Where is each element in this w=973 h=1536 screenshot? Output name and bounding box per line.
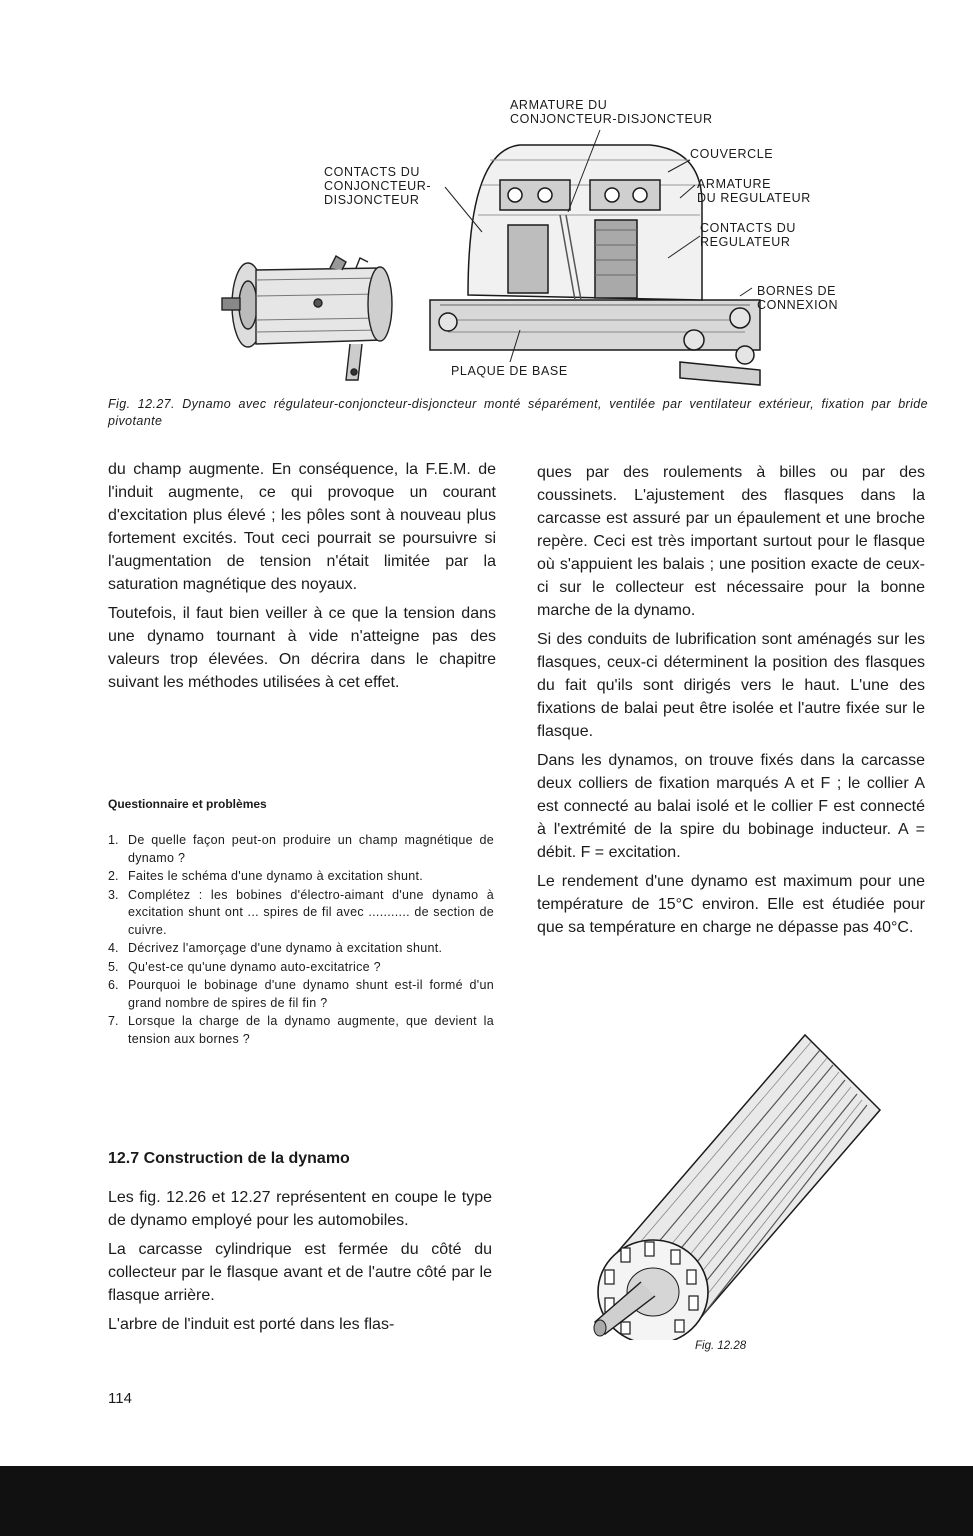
paragraph: Si des conduits de lubrification sont aménagés sur les flasques, ceux-ci déterminent la position des flasques du fait qu'ils sont dirigés vers le haut. L'une des fixations de balai peut être isolée et l'autre fixée sur le flasque. bbox=[537, 631, 925, 740]
item-number: 6. bbox=[108, 978, 119, 992]
label-contacts-regulateur: CONTACTS DU REGULATEUR bbox=[700, 221, 796, 249]
list-item bbox=[108, 887, 494, 940]
item-text: Pourquoi le bobinage d'une dynamo shunt est-il formé d'un grand nombre de spires de fil fin ? bbox=[128, 978, 494, 1010]
figure-caption-12-28: Fig. 12.28 bbox=[695, 1340, 747, 1352]
dynamo-drawing bbox=[222, 256, 392, 380]
list-item bbox=[108, 940, 494, 958]
section-title: 12.7 Construction de la dynamo bbox=[108, 1150, 350, 1167]
figure-caption-12-27: Fig. 12.27. Dynamo avec régulateur-conjoncteur-disjoncteur monté séparément, ventilée par ventilateur extérieur, fixation par bride pivotante bbox=[108, 397, 928, 428]
item-text: Qu'est-ce qu'une dynamo auto-excitatrice ? bbox=[128, 959, 381, 974]
item-number: 5. bbox=[108, 959, 119, 974]
item-number: 1. bbox=[108, 833, 119, 847]
paragraph: du champ augmente. En conséquence, la F.E.M. de l'induit augmente, ce qui provoque un courant d'excitation plus élevé ; les pôles sont à nouveau plus fortement excités. Tout ceci pourrait se poursuivre si l'augmentation de tension n'était limitée par la saturation magnétique des noyaux. bbox=[108, 461, 496, 593]
paragraph: ques par des roulements à billes ou par des coussinets. L'ajustement des flasques dans la carcasse est assuré par un épaulement et une broche repère. Ceci est très important surtout pour le flasque où s'appuient les balais ; une position exacte de ceux-ci sur le collecteur est nécessaire pour la bonne marche de la dynamo. bbox=[537, 464, 925, 619]
label-bornes-connexion: BORNES DE CONNEXION bbox=[757, 284, 839, 312]
armature-illustration bbox=[575, 1020, 895, 1340]
item-text: Faites le schéma d'une dynamo à excitation shunt. bbox=[128, 869, 424, 883]
questionnaire-heading: Questionnaire et problèmes bbox=[108, 797, 267, 811]
item-text: Lorsque la charge de la dynamo augmente, que devient la tension aux bornes ? bbox=[128, 1014, 494, 1046]
label-contacts-conjoncteur: CONTACTS DU CONJONCTEUR- DISJONCTEUR bbox=[324, 165, 432, 207]
item-number: 2. bbox=[108, 869, 119, 883]
item-number: 7. bbox=[108, 1014, 119, 1028]
list-item bbox=[108, 959, 494, 977]
label-armature-conjoncteur: ARMATURE DU CONJONCTEUR-DISJONCTEUR bbox=[510, 98, 713, 126]
item-text: Décrivez l'amorçage d'une dynamo à excitation shunt. bbox=[128, 941, 443, 955]
label-armature-regulateur: ARMATURE DU REGULATEUR bbox=[697, 177, 811, 205]
label-plaque-base: PLAQUE DE BASE bbox=[451, 364, 568, 378]
paragraph: Les fig. 12.26 et 12.27 représentent en coupe le type de dynamo employé pour les automobiles. bbox=[108, 1189, 492, 1229]
left-column bbox=[108, 458, 496, 700]
paragraph: Toutefois, il faut bien veiller à ce que la tension dans une dynamo tournant à vide n'atteigne pas des valeurs trop élevées. On décrira dans le chapitre suivant les méthodes utilisées à cet effet. bbox=[108, 605, 496, 691]
item-text: Complétez : les bobines d'électro-aimant d'une dynamo à excitation shunt ont ... spires de fil avec ........... de section de cuivre. bbox=[128, 887, 494, 937]
scan-border-bottom bbox=[0, 1466, 973, 1536]
questionnaire-list bbox=[108, 832, 494, 1049]
section-body bbox=[108, 1186, 492, 1342]
list-item bbox=[108, 868, 494, 886]
paragraph: La carcasse cylindrique est fermée du côté du collecteur par le flasque avant et de l'autre côté par le flasque arrière. bbox=[108, 1241, 492, 1304]
item-text: De quelle façon peut-on produire un champ magnétique de dynamo ? bbox=[128, 833, 494, 865]
paragraph: L'arbre de l'induit est porté dans les flas- bbox=[108, 1316, 395, 1333]
list-item bbox=[108, 977, 494, 1012]
right-column bbox=[537, 461, 925, 945]
item-number: 4. bbox=[108, 941, 119, 955]
paragraph: Dans les dynamos, on trouve fixés dans la carcasse deux colliers de fixation marqués A et F ; le collier A est connecté au balai isolé et le collier F est connecté à l'extrémité de la spire du bobinage inducteur. A = débit. F = excitation. bbox=[537, 752, 925, 861]
page-number: 114 bbox=[108, 1390, 132, 1407]
paragraph: Le rendement d'une dynamo est maximum pour une température de 15°C environ. Elle est étudiée pour que sa température en charge ne dépasse pas 40°C. bbox=[537, 873, 925, 936]
label-couvercle: COUVERCLE bbox=[690, 147, 774, 161]
list-item bbox=[108, 1013, 494, 1048]
item-number: 3. bbox=[108, 887, 119, 902]
figure-12-27 bbox=[0, 0, 973, 440]
list-item bbox=[108, 832, 494, 867]
